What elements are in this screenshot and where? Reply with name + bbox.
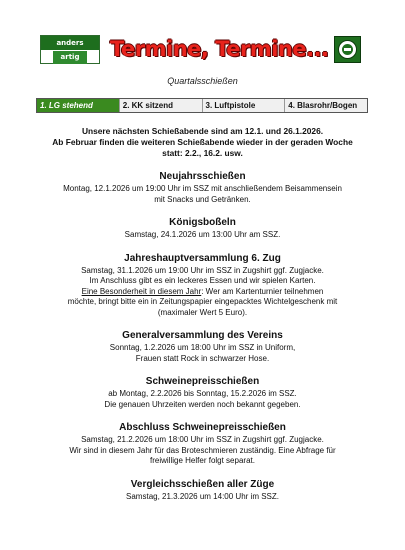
event-line: Im Anschluss gibt es ein leckeres Essen und wir spielen Karten.	[89, 276, 316, 285]
logo-text-artig: artig	[53, 51, 87, 64]
event-line: Samstag, 31.1.2026 um 19:00 Uhr im SSZ in Zugshirt ggf. Zugjacke.	[81, 265, 324, 275]
intro-line: Ab Februar finden die weiteren Schießabende wieder in der geraden Woche	[52, 137, 353, 147]
event-jahreshauptversammlung	[0, 252, 405, 319]
tab-lg-stehend[interactable]: 1. LG stehend	[37, 99, 120, 112]
event-line: Samstag, 21.2.2026 um 18:00 Uhr im SSZ in Zugshirt ggf. Zugjacke.	[81, 435, 324, 444]
event-details	[30, 230, 375, 241]
logo-text-anders: anders	[41, 36, 99, 50]
special-note-text: : Wer am Kartenturnier teilnehmen	[201, 286, 324, 296]
event-line: freiwillige Helfer folgt separat.	[150, 456, 255, 465]
event-line: Sonntag, 1.2.2026 um 18:00 Uhr im SSZ in Uniform,	[109, 343, 296, 352]
main-content	[0, 126, 405, 502]
event-details	[30, 389, 375, 410]
event-details	[30, 184, 375, 205]
club-emblem-icon	[334, 36, 361, 63]
event-abschluss-schweinepreisschiessen	[0, 421, 405, 467]
event-line: möchte, bringt bitte ein in Zeitungspapier eingepacktes Wichtelgeschenk mit	[67, 297, 338, 306]
event-line: ab Montag, 2.2.2026 bis Sonntag, 15.2.2026 im SSZ.	[108, 389, 297, 398]
page-subtitle: Quartalsschießen	[167, 76, 238, 86]
event-line: mit Snacks und Getränken.	[154, 194, 251, 204]
event-details	[30, 492, 375, 503]
event-title: Schweinepreisschießen	[145, 376, 260, 387]
event-title: Vergleichsschießen aller Züge	[130, 478, 275, 490]
event-schweinepreisschiessen	[0, 375, 405, 410]
event-line: Frauen statt Rock in schwarzer Hose.	[135, 353, 270, 363]
event-koenigsbosseln	[0, 216, 405, 241]
club-logo	[40, 35, 100, 64]
tab-blasrohr-bogen[interactable]: 4. Blasrohr/Bogen	[288, 101, 358, 110]
tab-bar	[36, 98, 368, 113]
event-title: Neujahrsschießen	[159, 171, 246, 182]
event-details	[30, 435, 375, 467]
event-title: Abschluss Schweinepreisschießen	[119, 422, 286, 433]
event-line: Die genauen Uhrzeiten werden noch bekannt gegeben.	[104, 399, 301, 409]
event-line: Montag, 12.1.2026 um 19:00 Uhr im SSZ mit anschließendem Beisammensein	[63, 184, 342, 193]
event-neujahrsschiessen	[0, 170, 405, 205]
event-title: Generalversammlung des Vereins	[122, 330, 283, 341]
intro-text	[26, 126, 379, 159]
event-vergleichsschiessen	[0, 478, 405, 503]
tab-luftpistole[interactable]: 3. Luftpistole	[203, 99, 286, 112]
intro-line: Unsere nächsten Schießabende sind am 12.1. und 26.1.2026.	[81, 126, 324, 136]
page-title: Termine, Termine...	[110, 37, 329, 61]
event-title: Jahreshauptversammlung 6. Zug	[124, 252, 281, 264]
event-line: Samstag, 21.3.2026 um 14:00 Uhr im SSZ.	[126, 491, 279, 501]
special-note-label: Eine Besonderheit in diesem Jahr	[81, 286, 202, 296]
event-line: Samstag, 24.1.2026 um 13:00 Uhr am SSZ.	[124, 230, 281, 239]
event-generalversammlung	[0, 329, 405, 364]
intro-line: statt: 2.2., 16.2. usw.	[162, 148, 243, 158]
event-details	[30, 266, 375, 319]
tab-kk-sitzend[interactable]: 2. KK sitzend	[120, 99, 203, 112]
event-line: (maximaler Wert 5 Euro).	[157, 307, 248, 317]
event-title: Königsboßeln	[169, 217, 236, 228]
event-details	[30, 343, 375, 364]
event-line: Wir sind in diesem Jahr für das Broteschmieren zuständig. Eine Abfrage für	[69, 445, 336, 455]
